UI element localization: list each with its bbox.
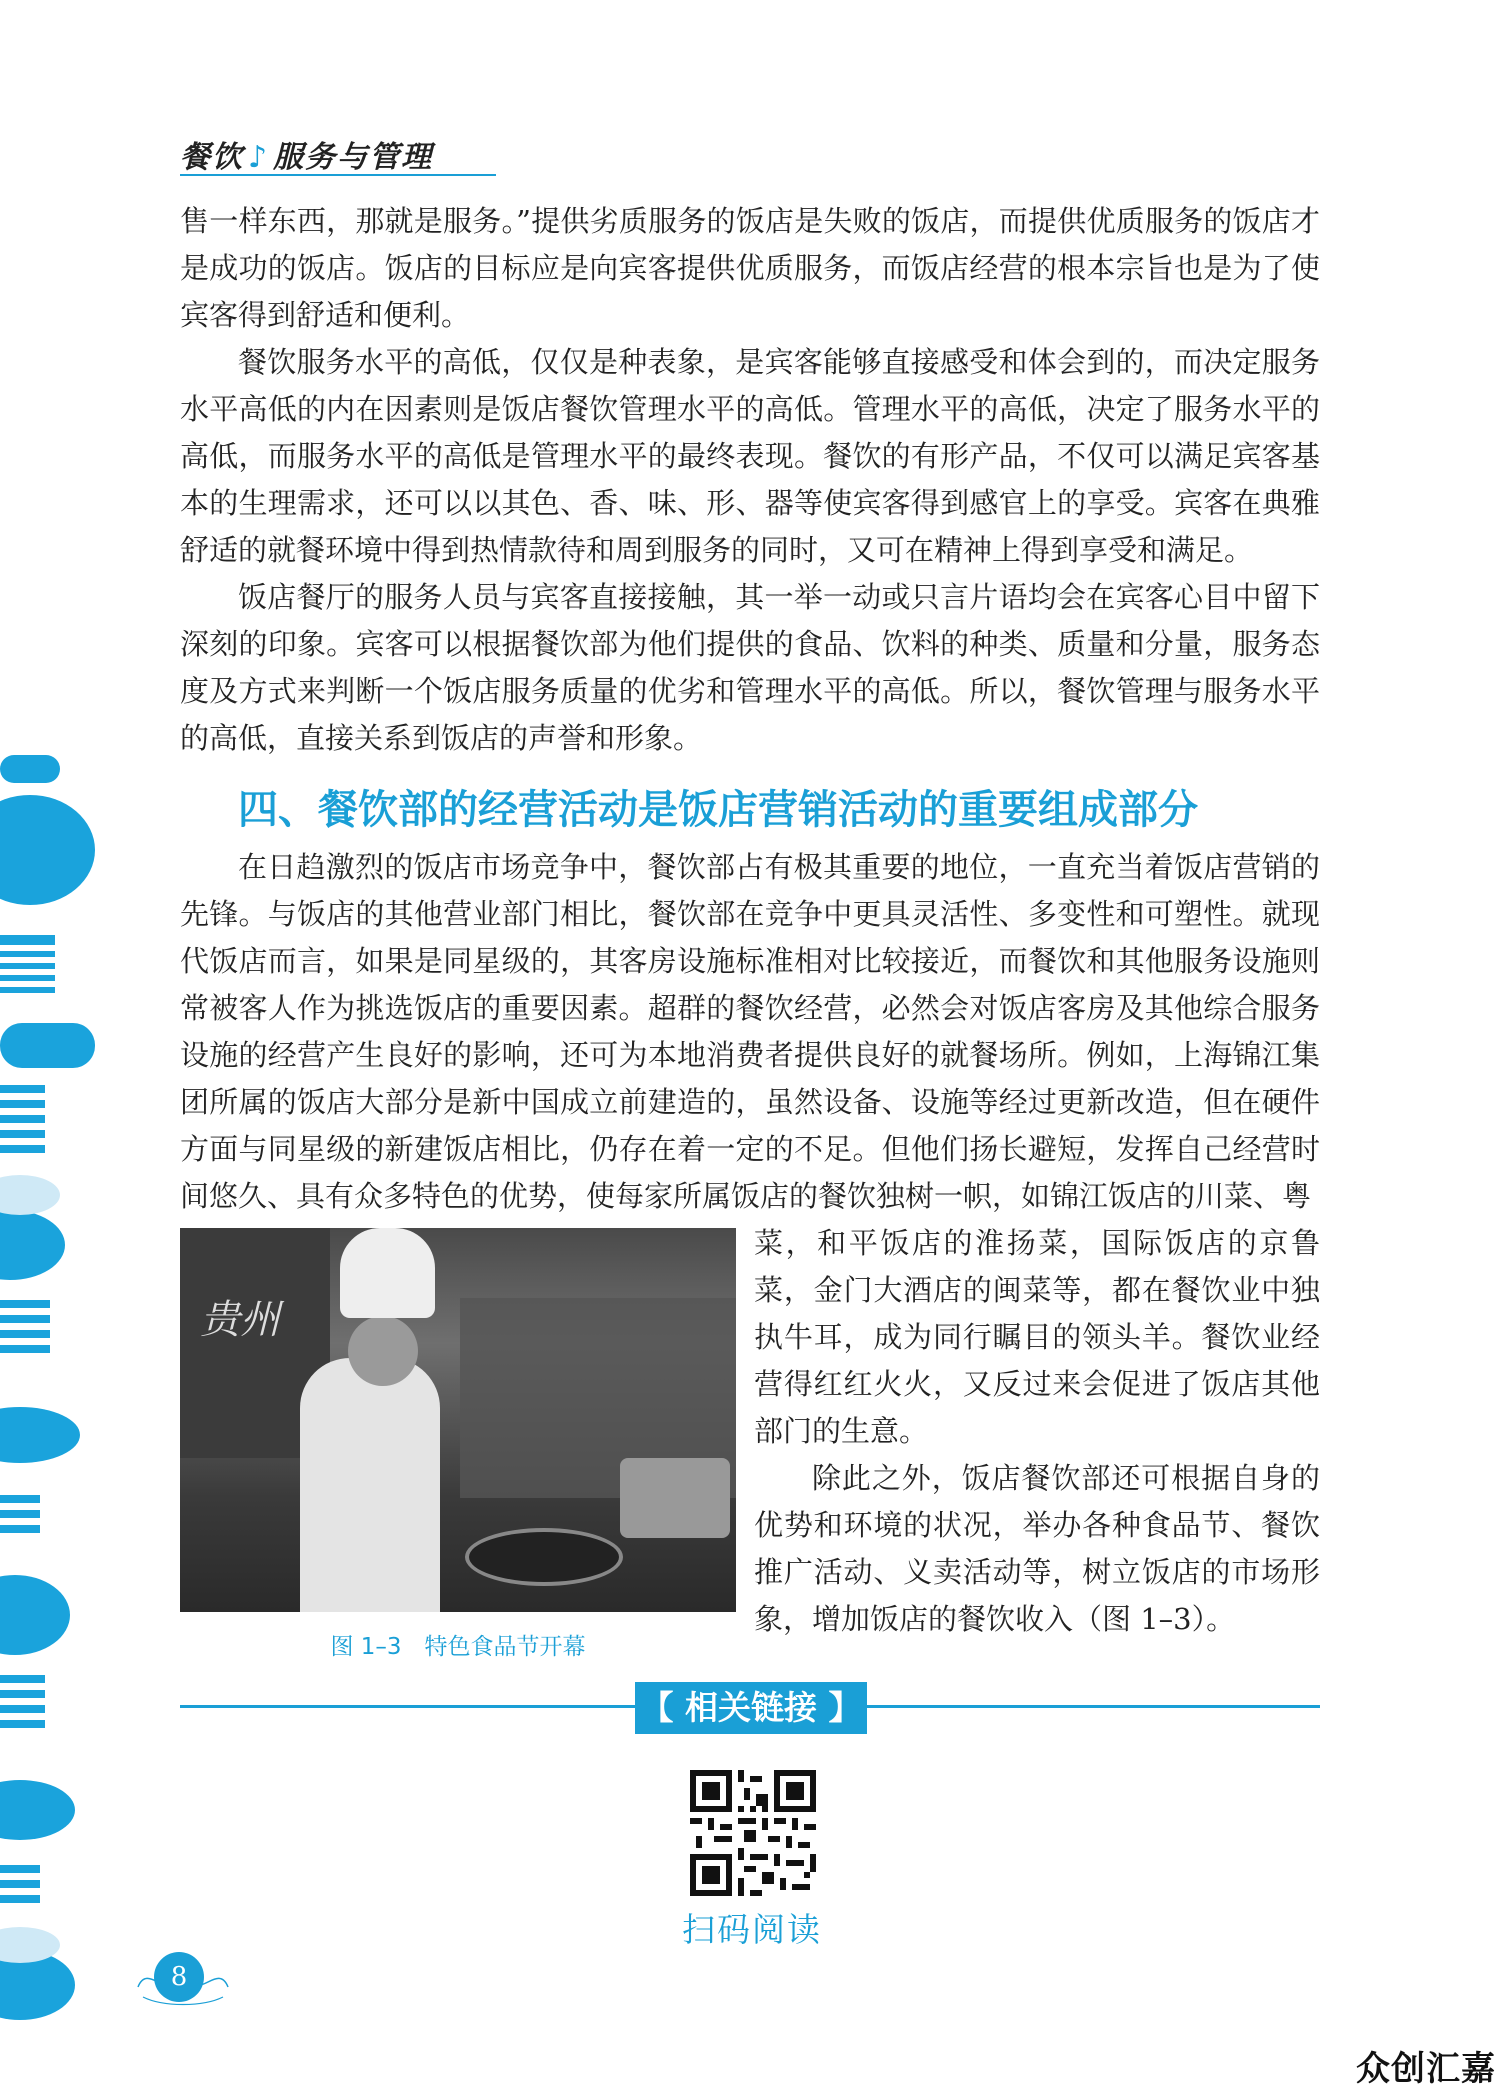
photo-chef-face xyxy=(348,1316,418,1386)
paragraph-2: 餐饮服务水平的高低，仅仅是种表象，是宾客能够直接感受和体会到的，而决定服务水平高低的内在因素则是饭店餐饮管理水平的高低。管理水平的高低，决定了服务水平的高低，而服务水平的高低是管理水平的最终表现。餐饮的有形产品，不仅可以满足宾客基本的生理需求，还可以以其色、香、味、形、器等使宾客得到感官上的享受。宾客在典雅舒适的就餐环境中得到热情款待和周到服务的同时，又可在精神上得到享受和满足。 xyxy=(180,345,1320,567)
body-text-top xyxy=(180,198,1320,762)
photo-pan xyxy=(465,1528,623,1586)
figure-caption: 图 1–3 特色食品节开幕 xyxy=(330,1634,586,1660)
section-heading: 四、餐饮部的经营活动是饭店营销活动的重要组成部分 xyxy=(238,787,1198,833)
photo-chef-body xyxy=(300,1358,440,1612)
paragraph-3: 饭店餐厅的服务人员与宾客直接接触，其一举一动或只言片语均会在宾客心目中留下深刻的印象。宾客可以根据餐饮部为他们提供的食品、饮料的种类、质量和分量，服务态度及方式来判断一个饭店服务质量的优劣和管理水平的高低。所以，餐饮管理与服务水平的高低，直接关系到饭店的声誉和形象。 xyxy=(180,580,1320,755)
photo-banner-text: 贵州 xyxy=(200,1297,280,1343)
header-title-part2: 服务与管理 xyxy=(273,140,434,175)
qr-code-icon[interactable] xyxy=(688,1768,818,1898)
header-title-part1: 餐饮 xyxy=(180,140,244,175)
photo-chef-hat xyxy=(340,1228,435,1318)
watermark: 众创汇嘉 xyxy=(1356,2049,1496,2089)
paragraph-section: 在日趋激烈的饭店市场竞争中，餐饮部占有极其重要的地位，一直充当着饭店营销的先锋。与饭店的其他营业部门相比，餐饮部在竞争中更具灵活性、多变性和可塑性。就现代饭店而言，如果是同星级的，其客房设施标准相对比较接近，而餐饮和其他服务设施则常被客人作为挑选饭店的重要因素。超群的餐饮经营，必然会对饭店客房及其他综合服务设施的经营产生良好的影响，还可为本地消费者提供良好的就餐场所。例如，上海锦江集团所属的饭店大部分是新中国成立前建造的，虽然设备、设施等经过更新改造，但在硬件方面与同星级的新建饭店相比，仍存在着一定的不足。但他们扬长避短，发挥自己经营时间悠久、具有众多特色的优势，使每家所属饭店的餐饮独树一帜，如锦江饭店的川菜、粤 xyxy=(180,850,1320,1213)
paragraph-1: 售一样东西，那就是服务。”提供劣质服务的饭店是失败的饭店，而提供优质服务的饭店才是成功的饭店。饭店的目标应是向宾客提供优质服务，而饭店经营的根本宗旨也是为了使宾客得到舒适和便利。 xyxy=(180,204,1320,332)
photo-pot xyxy=(620,1458,730,1538)
paragraph-wrap-2: 除此之外，饭店餐饮部还可根据自身的优势和环境的状况，举办各种食品节、餐饮推广活动、义卖活动等，树立饭店的市场形象，增加饭店的餐饮收入（图 1–3）。 xyxy=(754,1461,1320,1636)
side-decoration xyxy=(0,755,100,2094)
body-text-section xyxy=(180,844,1320,1220)
related-links-label: 【 相关链接 】 xyxy=(635,1682,867,1734)
page-number: 8 xyxy=(154,1952,204,2002)
header-title xyxy=(180,132,433,176)
paragraph-wrap-1: 菜，和平饭店的淮扬菜，国际饭店的京鲁菜，金门大酒店的闽菜等，都在餐饮业中独执牛耳，成为同行瞩目的领头羊。餐饮业经营得红红火火，又反过来会促进了饭店其他部门的生意。 xyxy=(754,1226,1320,1448)
figure-photo xyxy=(180,1228,736,1612)
header-separator-icon: ♪ xyxy=(248,140,270,175)
running-header xyxy=(180,132,496,176)
scan-to-read-label: 扫码阅读 xyxy=(682,1910,822,1949)
body-text-wrap xyxy=(754,1220,1320,1643)
